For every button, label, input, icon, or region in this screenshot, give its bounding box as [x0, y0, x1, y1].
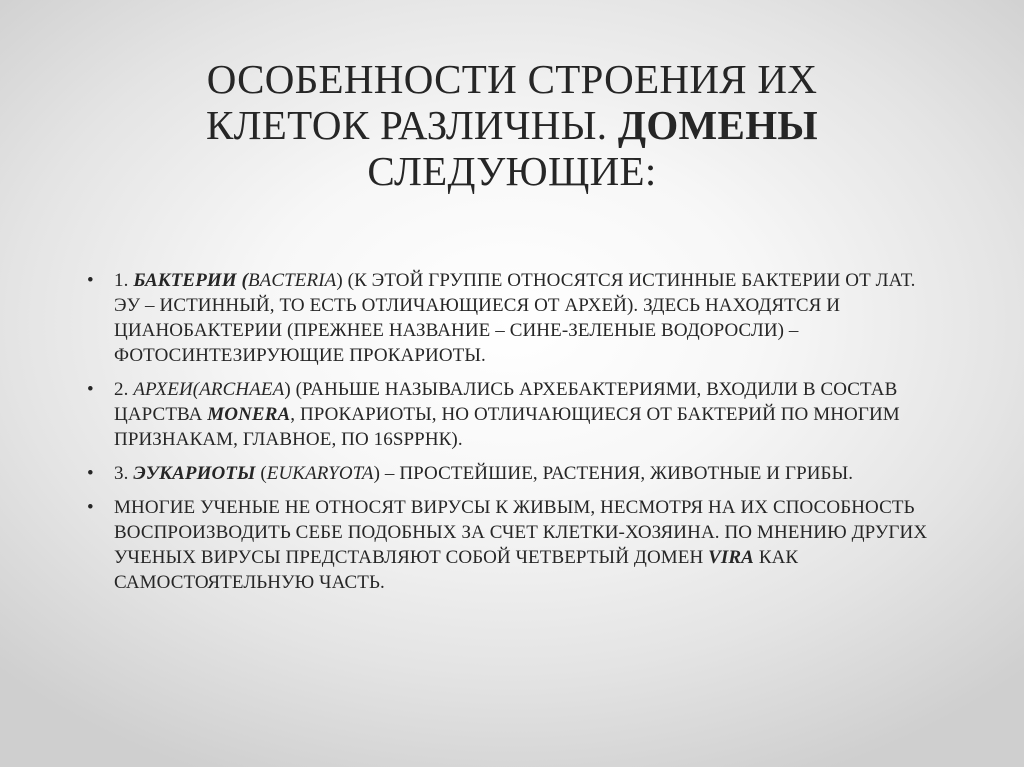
bullet-icon: •: [87, 497, 94, 518]
term-monera: MONERA: [207, 404, 291, 425]
item-number: 3.: [114, 463, 134, 484]
item-text: ) (К ЭТОЙ ГРУППЕ ОТНОСЯТСЯ ИСТИННЫЕ БАКТЕРИИ ОТ ЛАТ. ЭУ – ИСТИННЫЙ, ТО ЕСТЬ ОТЛИЧАЮЩИЕСЯ ОТ АРХЕЙ). ЗДЕСЬ НАХОДЯТСЯ И ЦИАНОБАКТЕРИИ (ПРЕЖНЕЕ НАЗВАНИЕ – СИНЕ-ЗЕЛЕНЫЕ ВОДОРОСЛИ) – ФОТОСИНТЕЗИРУЮЩИЕ ПРОКАРИОТЫ.: [114, 270, 916, 366]
term-archaea: АРХЕИ(: [133, 379, 200, 400]
item-text: , ПРОКАРИОТЫ, НО ОТЛИЧАЮЩИЕСЯ ОТ БАКТЕРИЙ ПО МНОГИМ ПРИЗНАКАМ, ГЛАВНОЕ, ПО 16SРРНК).: [114, 404, 900, 450]
title-line-3: СЛЕДУЮЩИЕ:: [367, 148, 657, 194]
title-line-2-plain: КЛЕТОК РАЗЛИЧНЫ.: [206, 102, 618, 148]
title-line-2: [206, 102, 818, 148]
bullet-icon: •: [87, 379, 94, 400]
bullet-item-archaea: [84, 377, 944, 452]
latin-archaea: ARCHAEA: [199, 379, 285, 400]
item-text: (: [255, 463, 267, 484]
latin-eukaryota: EUKARYOTA: [266, 463, 374, 484]
bullet-icon: •: [87, 463, 94, 484]
bullet-item-eukaryota: [84, 461, 944, 486]
bullet-item-bacteria: [84, 268, 944, 368]
item-text: ) – ПРОСТЕЙШИЕ, РАСТЕНИЯ, ЖИВОТНЫЕ И ГРИБЫ.: [373, 463, 854, 484]
term-vira: VIRA: [708, 547, 754, 568]
bullet-item-viruses: [84, 495, 944, 595]
item-number: 2.: [114, 379, 134, 400]
item-text: ) (РАНЬШЕ НАЗЫВАЛИСЬ АРХЕБАКТЕРИЯМИ, ВХОДИЛИ В СОСТАВ ЦАРСТВА: [114, 379, 898, 425]
title-domains-bold: ДОМЕНЫ: [617, 102, 818, 148]
term-bacteria: БАКТЕРИИ (: [133, 270, 248, 291]
term-eukaryota: ЭУКАРИОТЫ: [133, 463, 256, 484]
slide-title: [150, 56, 874, 194]
item-text: КАК САМОСТОЯТЕЛЬНУЮ ЧАСТЬ.: [114, 547, 799, 593]
item-number: 1.: [114, 270, 134, 291]
latin-bacteria: BACTERIA: [247, 270, 337, 291]
bullet-icon: •: [87, 270, 94, 291]
bullet-list: [84, 268, 944, 604]
item-text: МНОГИЕ УЧЕНЫЕ НЕ ОТНОСЯТ ВИРУСЫ К ЖИВЫМ, НЕСМОТРЯ НА ИХ СПОСОБНОСТЬ ВОСПРОИЗВОДИТЬ СЕБЕ ПОДОБНЫХ ЗА СЧЕТ КЛЕТКИ-ХОЗЯИНА. ПО МНЕНИЮ ДРУГИХ УЧЕНЫХ ВИРУСЫ ПРЕДСТАВЛЯЮТ СОБОЙ ЧЕТВЕРТЫЙ ДОМЕН: [114, 497, 928, 568]
title-line-1: ОСОБЕННОСТИ СТРОЕНИЯ ИХ: [206, 56, 818, 102]
